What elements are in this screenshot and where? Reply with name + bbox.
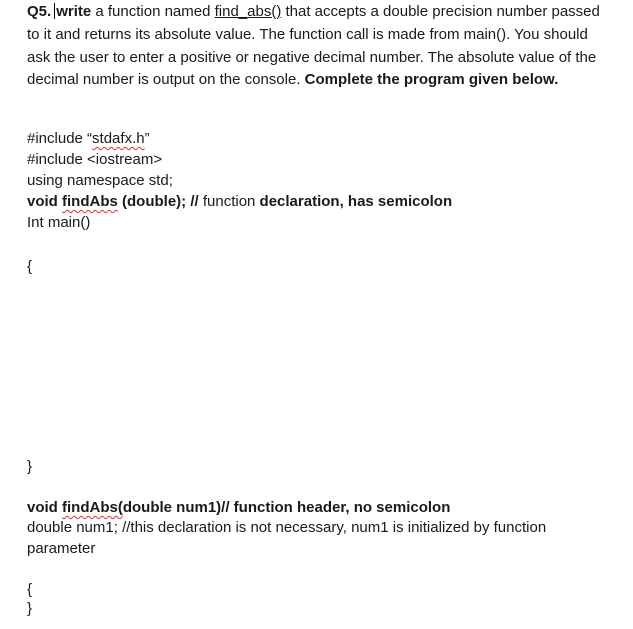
code-text: ”: [144, 130, 150, 147]
code-main-signature: Int main(): [27, 214, 91, 231]
code-text: #include “: [27, 130, 93, 147]
spellcheck-word: findAbs: [62, 193, 118, 210]
code-text: function: [198, 193, 260, 210]
question-paragraph: [27, 1, 607, 92]
question-text-2: that accepts a double precision number passed to it and returns its absolute value. The function call is made from main(). You should ask the user to enter a positive or negative decimal number. The absolute value of the decimal number is output on the console.: [27, 3, 600, 89]
code-function-open-brace: {: [27, 581, 33, 598]
code-using-namespace: using namespace std;: [27, 172, 173, 189]
question-number: Q5.: [27, 3, 52, 20]
code-comment: declaration, has semicolon: [259, 193, 453, 210]
code-main-close-brace: }: [27, 458, 33, 475]
code-main-open-brace: {: [27, 258, 33, 275]
code-function-header: [27, 497, 450, 518]
question-word-write: write: [56, 3, 92, 20]
spellcheck-word: stdafx.h: [92, 130, 145, 147]
function-name-ref: find_abs(): [214, 3, 282, 20]
code-function-close-brace: }: [27, 600, 33, 617]
code-function-declaration: [27, 191, 452, 212]
code-keyword: void: [27, 193, 63, 210]
code-comment: double num1)// function header, no semicolon: [122, 499, 451, 516]
code-body-declaration: double num1; //this declaration is not necessary, num1 is initialized by function parameter: [27, 519, 547, 557]
code-keyword: void: [27, 499, 63, 516]
code-include-iostream: #include <iostream>: [27, 151, 163, 168]
code-text: (double); //: [117, 193, 199, 210]
code-include-stdafx: [27, 128, 150, 149]
question-instruction: Complete the program given below.: [304, 71, 559, 89]
spellcheck-word: findAbs(: [62, 499, 123, 516]
question-text-1: a function named: [91, 3, 215, 20]
